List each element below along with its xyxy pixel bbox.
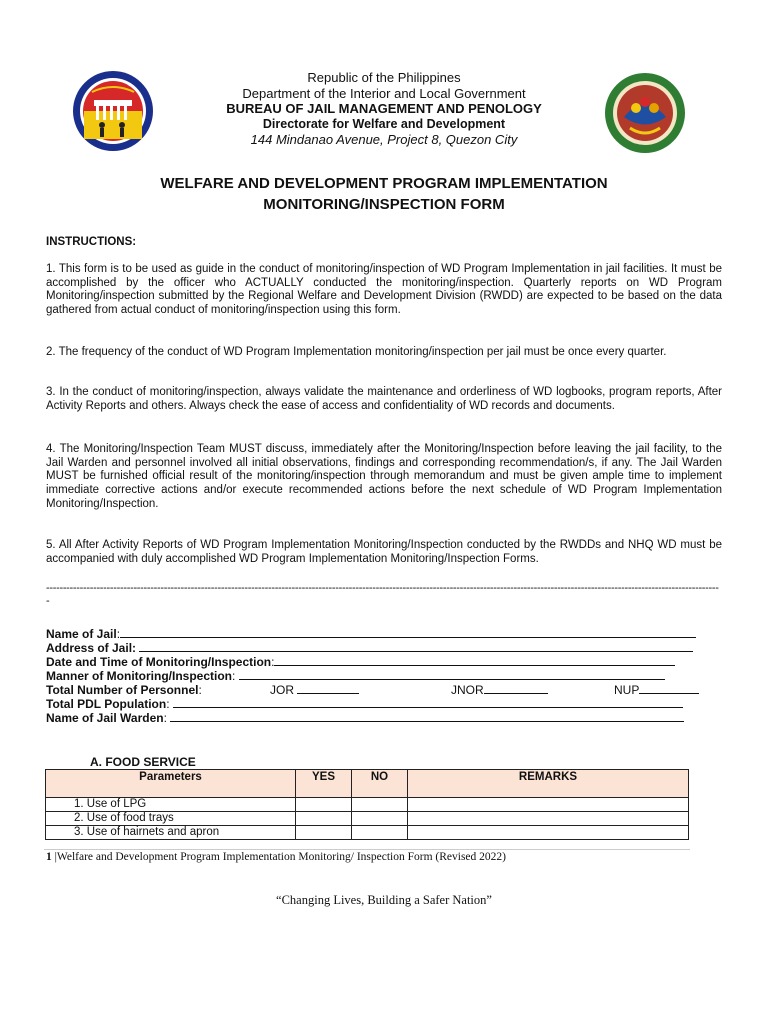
input-name-of-jail[interactable] xyxy=(120,627,696,638)
instruction-1: 1. This form is to be used as guide in the conduct of monitoring/inspection of WD Program Implementation in jail facilities. It must be accomplished by the officer who ACTUALLY conducted the monitoring/inspection. Quarterly reports on WD Program Monitoring/inspection submitted by the Regional Welfare and Development Division (RWDD) are expected to be based on the data gathered from actual conduct of monitoring/inspection using this form. xyxy=(46,263,722,317)
form-title xyxy=(60,173,708,215)
input-date-time[interactable] xyxy=(274,655,675,666)
header-bureau: BUREAU OF JAIL MANAGEMENT AND PENOLOGY xyxy=(226,101,542,116)
input-manner[interactable] xyxy=(239,669,665,680)
header-directorate: Directorate for Welfare and Development xyxy=(262,116,506,131)
no-cell[interactable] xyxy=(352,826,408,840)
remarks-cell[interactable] xyxy=(408,798,689,812)
table-row xyxy=(46,826,689,840)
form-title-line1: WELFARE AND DEVELOPMENT PROGRAM IMPLEMENTATION xyxy=(160,175,608,192)
label-total-personnel: Total Number of Personnel xyxy=(46,683,199,697)
header-remarks: REMARKS xyxy=(408,770,689,798)
label-jor: JOR xyxy=(270,683,294,697)
header-parameters: Parameters xyxy=(46,770,296,798)
input-warden[interactable] xyxy=(170,711,684,722)
table-header-row xyxy=(46,770,689,798)
label-total-pdl: Total PDL Population xyxy=(46,697,167,711)
input-jnor[interactable] xyxy=(484,683,548,694)
input-nup[interactable] xyxy=(639,683,699,694)
label-manner: Manner of Monitoring/Inspection xyxy=(46,669,232,683)
page-footer xyxy=(46,851,506,863)
no-cell[interactable] xyxy=(352,798,408,812)
table-row xyxy=(46,798,689,812)
param-use-of-food-trays: 2. Use of food trays xyxy=(46,812,296,826)
header-no: NO xyxy=(352,770,408,798)
table-row xyxy=(46,812,689,826)
input-total-pdl[interactable] xyxy=(173,697,683,708)
header-department: Department of the Interior and Local Government xyxy=(242,85,526,101)
form-title-line2: MONITORING/INSPECTION FORM xyxy=(263,196,505,213)
input-address-of-jail[interactable] xyxy=(139,641,693,652)
instructions-heading: INSTRUCTIONS: xyxy=(46,236,137,248)
instruction-5: 5. All After Activity Reports of WD Program Implementation Monitoring/Inspection conducted by the RWDDs and NHQ WD must be accompanied with duly accomplished WD Program Implementation Monitoring/Inspection Forms. xyxy=(46,539,722,565)
header-republic: Republic of the Philippines xyxy=(307,70,461,85)
dashed-separator-tail: - xyxy=(46,595,50,607)
remarks-cell[interactable] xyxy=(408,826,689,840)
yes-cell[interactable] xyxy=(296,798,352,812)
header-yes: YES xyxy=(296,770,352,798)
instruction-3: 3. In the conduct of monitoring/inspection, always validate the maintenance and orderliness of WD logbooks, program reports, After Activity Reports and others. Always check the ease of access and confidentiality of WD records and documents. xyxy=(46,386,722,412)
no-cell[interactable] xyxy=(352,812,408,826)
field-total-pdl: Total PDL Population: xyxy=(46,697,683,711)
motto: “Changing Lives, Building a Safer Nation” xyxy=(276,893,492,907)
letterhead xyxy=(150,70,618,148)
bjmp-seal-logo xyxy=(72,70,154,152)
field-nup xyxy=(614,683,699,697)
yes-cell[interactable] xyxy=(296,826,352,840)
input-jor[interactable] xyxy=(297,683,359,694)
field-name-of-jail: Name of Jail: xyxy=(46,627,696,641)
header-address: 144 Mindanao Avenue, Project 8, Quezon City xyxy=(250,132,518,147)
param-use-of-lpg: 1. Use of LPG xyxy=(46,798,296,812)
label-name-of-jail: Name of Jail xyxy=(46,627,117,641)
field-manner: Manner of Monitoring/Inspection: xyxy=(46,669,665,683)
remarks-cell[interactable] xyxy=(408,812,689,826)
label-warden: Name of Jail Warden xyxy=(46,711,164,725)
field-address-of-jail xyxy=(46,641,693,655)
food-service-table xyxy=(45,769,689,840)
field-jnor xyxy=(451,683,548,697)
label-address-of-jail: Address of Jail: xyxy=(46,641,137,655)
footer-divider xyxy=(44,849,690,850)
field-jor xyxy=(270,683,359,697)
label-date-time: Date and Time of Monitoring/Inspection xyxy=(46,655,272,669)
section-food-service: A. FOOD SERVICE xyxy=(90,755,196,769)
label-jnor: JNOR xyxy=(451,683,484,697)
instruction-2: 2. The frequency of the conduct of WD Program Implementation monitoring/inspection per jail must be once every quarter. xyxy=(46,346,667,358)
field-total-personnel: Total Number of Personnel: xyxy=(46,683,202,697)
yes-cell[interactable] xyxy=(296,812,352,826)
param-use-of-hairnets: 3. Use of hairnets and apron xyxy=(46,826,296,840)
dashed-separator: -------------------------------------------------------------------------------------------------------------------------------------------------------------------------------------------------------- xyxy=(46,582,719,594)
field-warden: Name of Jail Warden: xyxy=(46,711,684,725)
field-date-time: Date and Time of Monitoring/Inspection: xyxy=(46,655,675,669)
label-nup: NUP xyxy=(614,683,640,697)
footer-text: |Welfare and Development Program Implementation Monitoring/ Inspection Form (Revised 2022) xyxy=(54,851,506,863)
instruction-4: 4. The Monitoring/Inspection Team MUST discuss, immediately after the Monitoring/Inspection before leaving the jail facility, to the Jail Warden and personnel involved all initial observations, findings and corresponding recommendation/s, if any. The Jail Warden MUST be furnished official result of the monitoring/inspection through memorandum and must be given ample time to implement immediate corrective actions and/or execute recommended actions before the next schedule of WD Program Implementation Monitoring/Inspection. xyxy=(46,443,722,510)
page-number: 1 xyxy=(46,851,52,863)
